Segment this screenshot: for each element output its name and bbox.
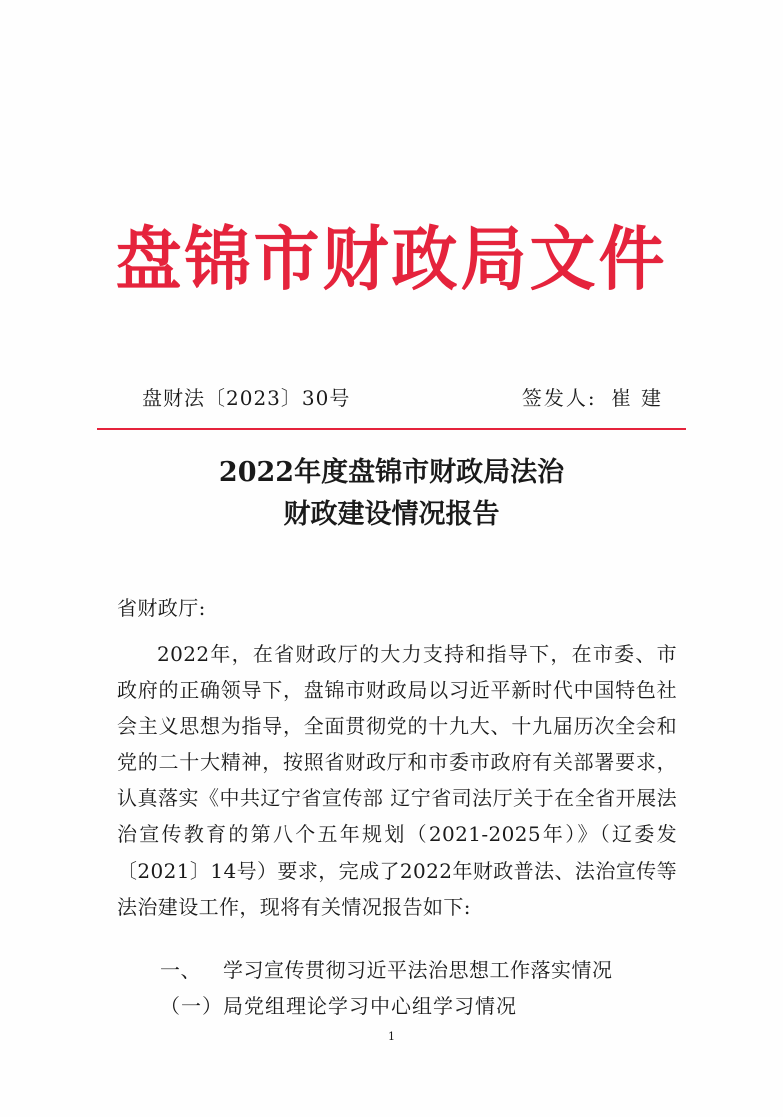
masthead-title: 盘锦市财政局文件 xyxy=(115,219,668,300)
body-paragraph: 2022年，在省财政厅的大力支持和指导下，在市委、市政府的正确领导下，盘锦市财政局以习近平新时代中国特色社会主义思想为指导，全面贯彻党的十九大、十九届历次全会和党的二十大精神，按照省财政厅和市委市政府有关部署要求，认真落实《中共辽宁省宣传部 辽宁省司法厅关于在全省开展法治宣传教育的第八个五年规划（2021-2025年）》（辽委发〔2021〕14号）要求，完成了2022年财政普法、法治宣传等法治建设工作，现将有关情况报告如下: xyxy=(117,642,677,919)
signer-label: 签发人: xyxy=(521,386,597,410)
section-number: 一、 xyxy=(160,958,201,982)
subsection-heading: （一）局党组理论学习中心组学习情况 xyxy=(160,994,517,1018)
signer-name: 崔建 xyxy=(611,386,671,410)
page-number: 1 xyxy=(388,1030,395,1043)
section-heading xyxy=(160,955,613,985)
report-title-line-2: 财政建设情况报告 xyxy=(283,499,500,530)
signer-line xyxy=(522,383,671,413)
report-title xyxy=(0,452,783,536)
section-title: 学习宣传贯彻习近平法治思想工作落实情况 xyxy=(223,958,613,982)
report-title-line-1: 2022年度盘锦市财政局法治 xyxy=(218,457,565,488)
document-number: 盘财法〔2023〕30号 xyxy=(142,386,351,410)
salutation: 省财政厅: xyxy=(117,596,206,620)
red-divider-rule xyxy=(97,428,686,430)
